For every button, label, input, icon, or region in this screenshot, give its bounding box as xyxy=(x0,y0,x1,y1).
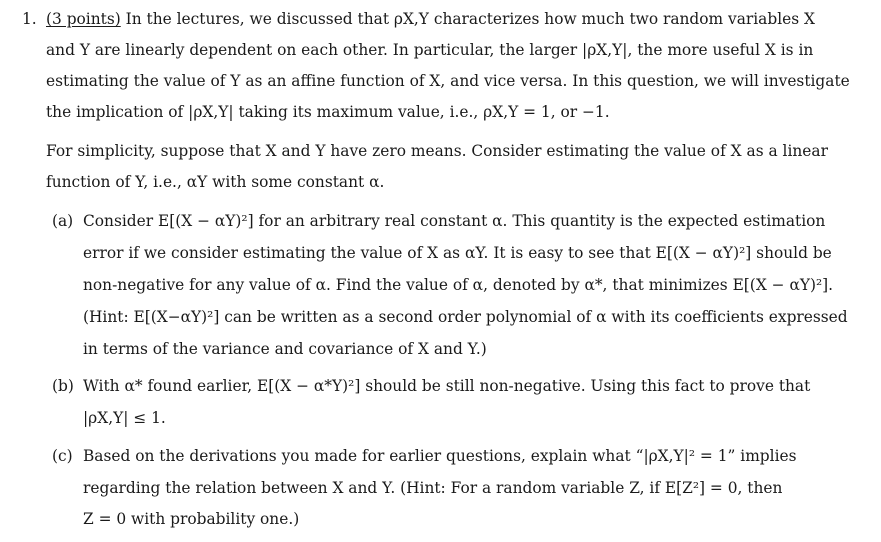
part-a-line-1: Consider E[(X − αY)²] for an arbitrary real constant α. This quantity is the expected estimation xyxy=(83,212,826,230)
part-a-line-5: in terms of the variance and covariance of X and Y.) xyxy=(83,340,487,358)
intro-line-1 xyxy=(46,10,815,28)
setup-line-1: For simplicity, suppose that X and Y have zero means. Consider estimating the value of X as a linear xyxy=(46,142,828,160)
intro-line-2: and Y are linearly dependent on each other. In particular, the larger |ρX,Y|, the more useful X is in xyxy=(46,41,814,59)
part-a-label: (a) xyxy=(52,212,74,230)
part-a-line-2: error if we consider estimating the value of X as αY. It is easy to see that E[(X − αY)²] should be xyxy=(83,244,832,262)
intro-line-4: the implication of |ρX,Y| taking its maximum value, i.e., ρX,Y = 1, or −1. xyxy=(46,103,610,121)
part-c-line-1: Based on the derivations you made for earlier questions, explain what “|ρX,Y|² = 1” implies xyxy=(83,447,797,465)
question-number: 1. xyxy=(22,10,37,28)
part-a-line-3: non-negative for any value of α. Find the value of α, denoted by α*, that minimizes E[(X − αY)²]. xyxy=(83,276,834,294)
intro-text-1: In the lectures, we discussed that ρX,Y characterizes how much two random variables X xyxy=(125,10,815,28)
part-c-line-3: Z = 0 with probability one.) xyxy=(83,510,300,528)
part-b-line-1: With α* found earlier, E[(X − α*Y)²] should be still non-negative. Using this fact to prove that xyxy=(83,377,811,395)
setup-line-2: function of Y, i.e., αY with some constant α. xyxy=(46,173,385,191)
points-label: (3 points) xyxy=(46,10,121,28)
part-b-line-2: |ρX,Y| ≤ 1. xyxy=(83,409,166,427)
part-a-line-4: (Hint: E[(X−αY)²] can be written as a second order polynomial of α with its coefficients expressed xyxy=(83,308,848,326)
part-c-label: (c) xyxy=(52,447,73,465)
part-b-label: (b) xyxy=(52,377,74,395)
intro-line-3: estimating the value of Y as an affine function of X, and vice versa. In this question, we will investigate xyxy=(46,72,850,90)
part-c-line-2: regarding the relation between X and Y. (Hint: For a random variable Z, if E[Z²] = 0, then xyxy=(83,479,783,497)
